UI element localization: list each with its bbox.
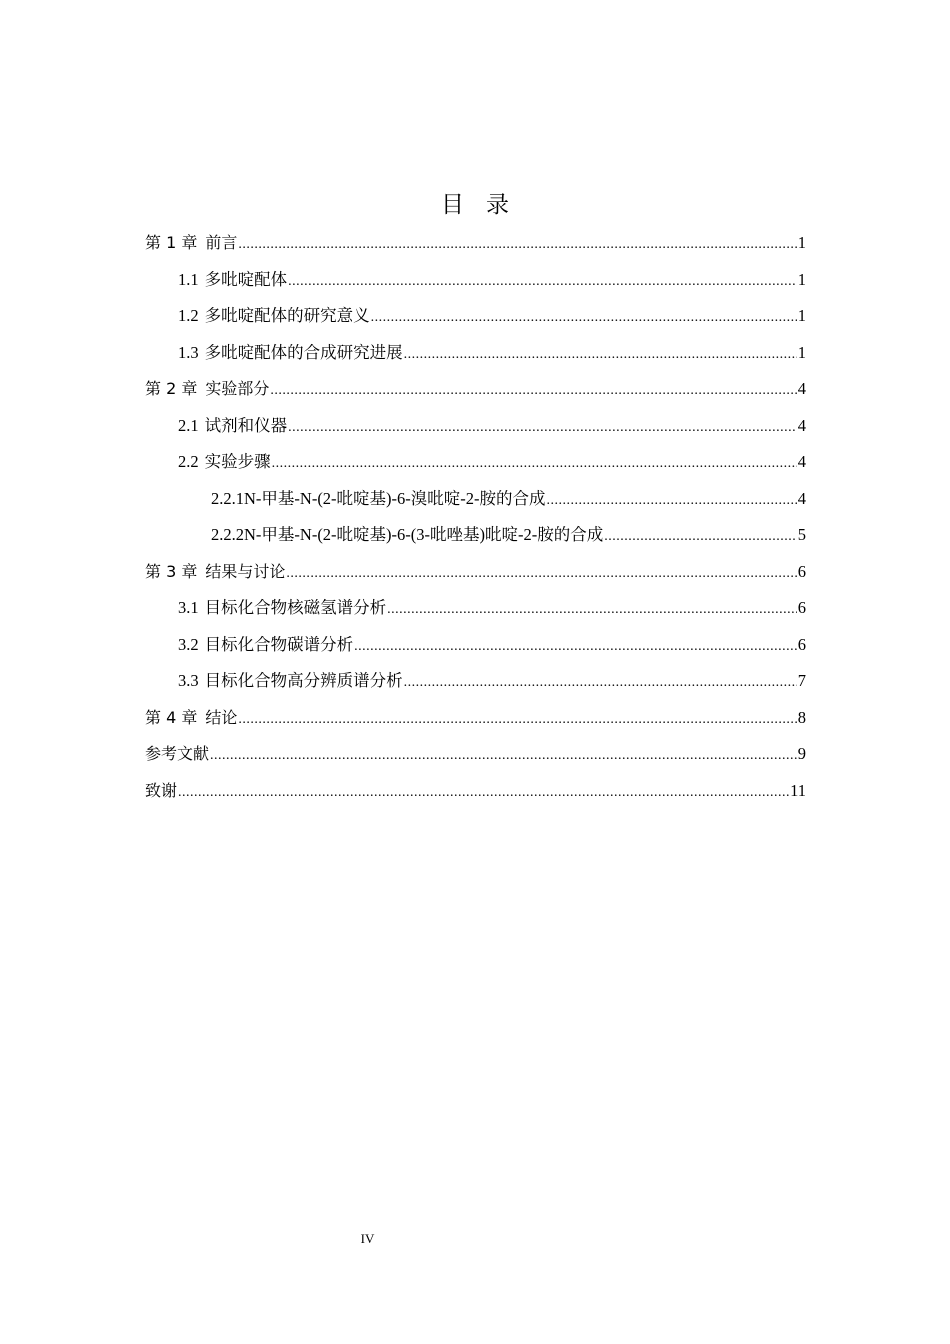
toc-entry-page: 1 xyxy=(797,342,806,362)
toc-dot-leader xyxy=(270,373,796,410)
toc-entry-page: 7 xyxy=(797,671,806,690)
toc-entry[interactable] xyxy=(145,408,806,445)
toc-entry[interactable] xyxy=(145,225,806,262)
toc-dot-leader xyxy=(404,665,797,702)
toc-entry[interactable] xyxy=(145,481,806,518)
toc-entry-page: 6 xyxy=(797,561,806,581)
toc-entry-label: 参考文献 xyxy=(145,744,210,763)
toc-dot-leader xyxy=(604,519,796,556)
toc-entry-page: 4 xyxy=(797,452,806,471)
toc-entry-label: 多吡啶配体的合成研究进展 xyxy=(204,342,403,362)
toc-entry-number: 第 1 章 xyxy=(145,233,198,252)
toc-dot-leader xyxy=(404,337,797,374)
toc-entry-label: 目标化合物核磁氢谱分析 xyxy=(204,598,387,617)
toc-entry[interactable] xyxy=(145,773,806,810)
toc-title: 目录 xyxy=(441,192,531,218)
toc-entry-number: 1.2 xyxy=(178,306,199,325)
toc-entry-page: 1 xyxy=(797,306,806,325)
toc-entry-page: 1 xyxy=(797,233,806,252)
toc-dot-leader xyxy=(547,483,797,520)
toc-entry-label: N-甲基-N-(2-吡啶基)-6-(3-吡唑基)吡啶-2-胺的合成 xyxy=(244,525,604,544)
toc-entry-page: 6 xyxy=(797,598,806,617)
toc-dot-leader xyxy=(288,264,797,301)
toc-entry-label: 结果与讨论 xyxy=(205,561,286,581)
toc-entry-label: N-甲基-N-(2-吡啶基)-6-溴吡啶-2-胺的合成 xyxy=(244,488,546,508)
toc-entry-number: 1.1 xyxy=(178,269,199,289)
page-number: IV xyxy=(360,1231,375,1246)
toc-entry-page: 4 xyxy=(797,415,806,435)
toc-dot-leader xyxy=(210,738,797,775)
toc-dot-leader xyxy=(178,775,789,812)
toc-entry[interactable] xyxy=(145,627,806,664)
toc-entry[interactable] xyxy=(145,371,806,408)
toc-dot-leader xyxy=(286,556,796,593)
toc-entry-number: 2.2.2 xyxy=(211,525,244,544)
toc-entry-label: 前言 xyxy=(205,233,238,252)
toc-list xyxy=(145,225,806,809)
toc-entry-number: 2.1 xyxy=(178,415,199,435)
toc-entry[interactable] xyxy=(145,736,806,773)
toc-dot-leader xyxy=(238,702,796,739)
toc-entry-page: 1 xyxy=(797,269,806,289)
toc-entry-label: 目标化合物高分辨质谱分析 xyxy=(204,671,403,690)
toc-entry[interactable] xyxy=(145,517,806,554)
toc-entry-number: 第 2 章 xyxy=(145,379,198,398)
toc-entry[interactable] xyxy=(145,335,806,372)
toc-entry[interactable] xyxy=(145,700,806,737)
toc-entry-label: 目标化合物碳谱分析 xyxy=(204,634,354,654)
toc-entry-page: 4 xyxy=(797,488,806,508)
toc-entry[interactable] xyxy=(145,590,806,627)
toc-entry-page: 5 xyxy=(797,525,806,544)
toc-entry-page: 6 xyxy=(797,634,806,654)
toc-entry-number: 3.1 xyxy=(178,598,199,617)
toc-entry[interactable] xyxy=(145,298,806,335)
toc-entry-page: 9 xyxy=(797,744,806,763)
toc-entry[interactable] xyxy=(145,554,806,591)
toc-entry-label: 实验部分 xyxy=(205,379,270,398)
toc-entry-page: 4 xyxy=(797,379,806,398)
toc-dot-leader xyxy=(288,410,797,447)
toc-entry-label: 实验步骤 xyxy=(204,452,271,471)
toc-dot-leader xyxy=(272,446,797,483)
toc-entry[interactable] xyxy=(145,444,806,481)
toc-entry-label: 试剂和仪器 xyxy=(204,415,288,435)
toc-entry-page: 8 xyxy=(797,707,806,727)
toc-entry-page: 11 xyxy=(790,780,806,800)
toc-entry[interactable] xyxy=(145,663,806,700)
toc-entry-number: 3.2 xyxy=(178,634,199,654)
toc-entry-label: 多吡啶配体 xyxy=(204,269,288,289)
toc-entry-label: 多吡啶配体的研究意义 xyxy=(204,306,370,325)
toc-dot-leader xyxy=(387,592,797,629)
toc-entry-label: 结论 xyxy=(205,707,238,727)
toc-dot-leader xyxy=(238,227,796,264)
toc-entry-number: 第 3 章 xyxy=(145,561,198,581)
toc-entry[interactable] xyxy=(145,262,806,299)
toc-entry-number: 1.3 xyxy=(178,342,199,362)
toc-entry-number: 2.2 xyxy=(178,452,199,471)
toc-entry-number: 2.2.1 xyxy=(211,488,244,508)
toc-dot-leader xyxy=(354,629,797,666)
toc-entry-label: 致谢 xyxy=(145,780,178,800)
toc-entry-number: 第 4 章 xyxy=(145,707,198,727)
toc-entry-number: 3.3 xyxy=(178,671,199,690)
toc-dot-leader xyxy=(371,300,797,337)
